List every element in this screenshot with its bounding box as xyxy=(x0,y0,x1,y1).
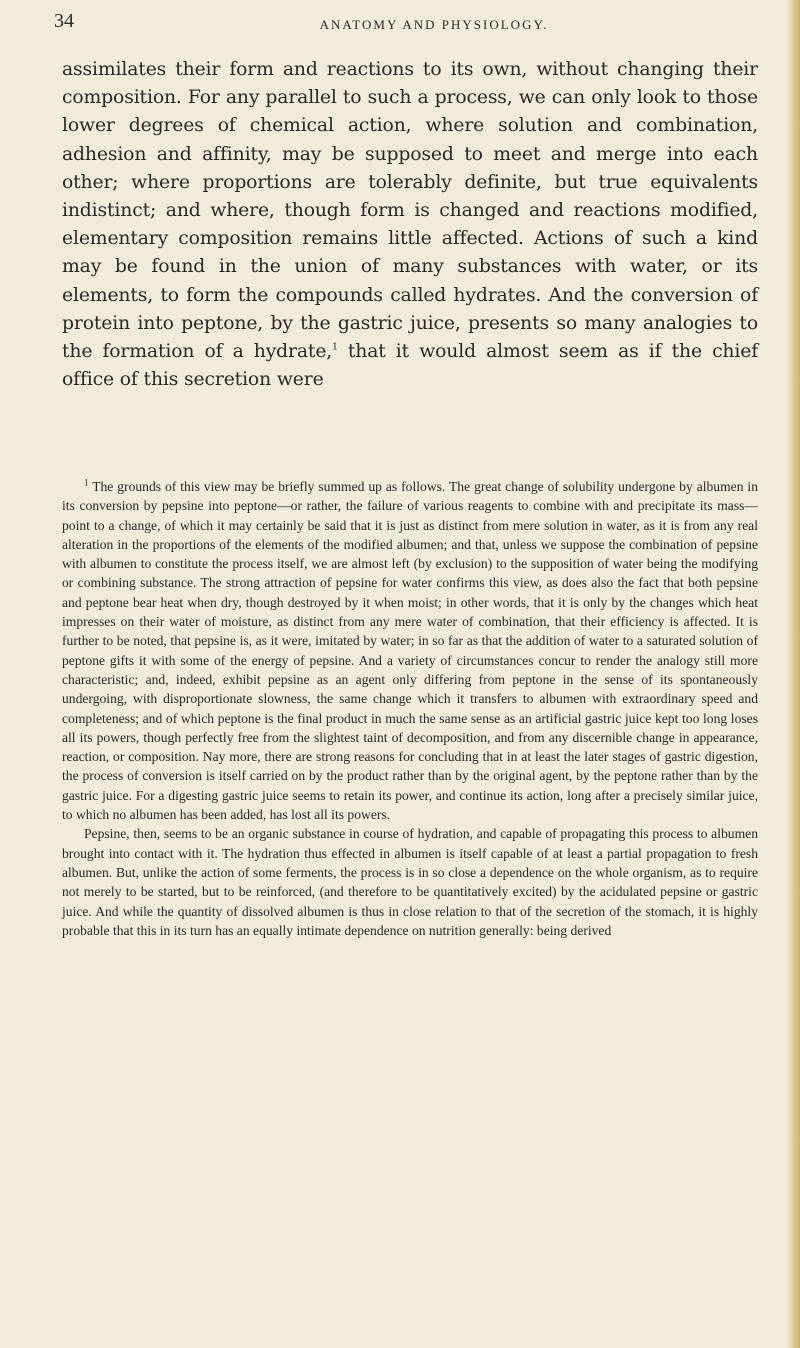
footnote-reference: 1 xyxy=(332,342,338,353)
page-number: 34 xyxy=(54,10,74,32)
main-text-tail: that it would almost seem as if the chief office of this secretion were xyxy=(62,341,759,391)
footnote-paragraph-1 xyxy=(62,477,758,824)
main-text-body: assimilates their form and reactions to its own, without changing their composition. For any parallel to such a process, we can only look to those lower degrees of chemical action, where solution and combination, adhesion and affinity, may be supposed to meet and merge into each other; where proportions are tolerably definite, but true equivalents indistinct; and where, though form is changed and reactions modified, elementary composition remains little affected. Actions of such a kind may be found in the union of many substances with water, or its elements, to form the compounds called hydrates. And the conversion of protein into peptone, by the gastric juice, presents so many analogies to the formation of a hydrate, xyxy=(62,59,758,363)
footnote-section xyxy=(62,477,758,940)
footnote-text-1: The grounds of this view may be briefly summed up as follows. The great change of solubility undergone by albumen in its conversion by pepsine into peptone—or rather, the failure of various reagents to combine with and precipitate its mass—point to a change, of which it may certainly be said that it is just as distinct from mere solution in water, as it is from any real alteration in the proportions of the elements of the modified albumen; and that, unless we suppose the combination of pepsine with albumen to constitute the process itself, we are almost left (by exclusion) to the supposition of water being the modifying or combining substance. The strong attraction of pepsine for water confirms this view, as does also the fact that both pepsine and peptone bear heat when dry, though destroyed by it when moist; in other words, that it is only by the changes which heat impresses on their water of moisture, as distinct from any mere water of combination, that their efficiency is affected. It is further to be noted, that pepsine is, as it were, imitated by water; in so far as that the addition of water to a saturated solution of peptone gifts it with some of the energy of pepsine. And a variety of circumstances concur to render the analogy still more characteristic; and, indeed, exhibit pepsine as an agent only differing from peptone in the sense of its spontaneously undergoing, with disproportionate slowness, the same change which it transfers to albumen with extraordinary speed and completeness; and of which peptone is the final product in much the same sense as an artificial gastric juice kept too long loses all its powers, though perfectly free from the slightest taint of decomposition, and from any discernible change in appearance, reaction, or composition. Nay more, there are strong reasons for concluding that in at least the later stages of gastric digestion, the process of conversion is itself carried on by the product rather than by the original agent, by the peptone rather than by the gastric juice. For a digesting gastric juice seems to retain its power, and continue its action, long after a precisely similar juice, to which no albumen has been added, has lost all its powers. xyxy=(62,479,758,823)
main-text xyxy=(62,56,758,394)
running-head: ANATOMY AND PHYSIOLOGY. xyxy=(319,17,549,32)
page-edge-shadow xyxy=(786,0,800,1348)
page-header xyxy=(54,10,754,40)
footnote-text-2: Pepsine, then, seems to be an organic substance in course of hydration, and capable of propagating this process to albumen brought into contact with it. The hydration thus effected in albumen is itself capable of at least a partial propagation to fresh albumen. But, unlike the action of some ferments, the process is in so close a dependence on the whole organism, as to require not merely to be started, but to be reinforced, (and therefore to be quantitatively excited) by the acidulated pepsine or gastric juice. And while the quantity of dissolved albumen is thus in close relation to that of the secretion of the stomach, it is highly probable that this in its turn has an equally intimate dependence on nutrition generally: being derived xyxy=(62,826,758,938)
footnote-paragraph-2 xyxy=(62,824,758,940)
footnote-marker: 1 xyxy=(84,477,89,488)
